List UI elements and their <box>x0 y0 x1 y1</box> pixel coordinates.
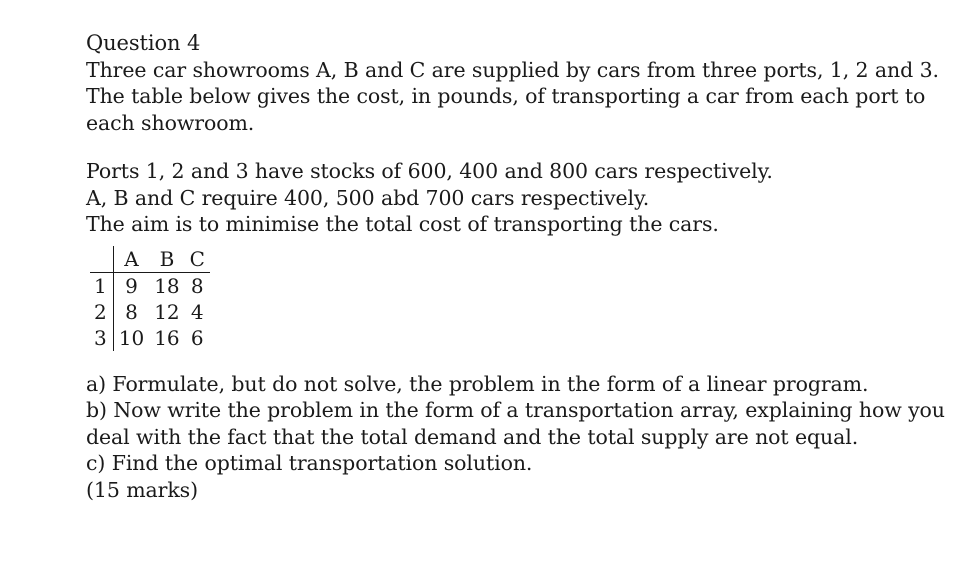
intro-paragraph <box>86 57 939 137</box>
paragraph-spacer <box>86 351 916 371</box>
constraint-line: The aim is to minimise the total cost of transporting the cars. <box>86 212 719 236</box>
part-a: a) Formulate, but do not solve, the problem in the form of a linear program. <box>86 371 869 396</box>
marks: (15 marks) <box>86 477 199 502</box>
cost-table-corner <box>90 246 113 273</box>
question-document <box>86 30 945 503</box>
part-b: b) Now write the problem in the form of a transportation array, explaining how you <box>86 398 945 422</box>
table-row <box>90 299 210 325</box>
table-row <box>90 272 210 299</box>
cost-table-header-row <box>90 246 210 273</box>
paragraph-spacer <box>86 136 916 158</box>
row-header-port-3: 3 <box>90 325 113 351</box>
column-header-b: B <box>149 246 184 273</box>
cost-cell: 16 <box>154 325 180 350</box>
cost-table <box>90 246 210 351</box>
row-header-port-2: 2 <box>90 299 113 325</box>
cost-cell: 10 <box>118 325 145 350</box>
part-c: c) Find the optimal transportation solution. <box>86 451 533 475</box>
intro-line: each showroom. <box>86 110 255 135</box>
cost-cell: 4 <box>190 299 204 324</box>
column-header-a: A <box>113 246 149 273</box>
cost-cell: 12 <box>154 299 180 324</box>
cost-cell: 8 <box>190 273 204 298</box>
part-b-continued: deal with the fact that the total demand and the total supply are not equal. <box>86 424 859 449</box>
intro-line: The table below gives the cost, in pounds, of transporting a car from each port to <box>86 84 926 108</box>
row-header-port-1: 1 <box>90 272 113 299</box>
cost-cell: 9 <box>125 273 138 298</box>
constraint-line: Ports 1, 2 and 3 have stocks of 600, 400 and 800 cars respectively. <box>86 159 773 183</box>
constraint-line: A, B and C require 400, 500 abd 700 cars respectively. <box>86 185 650 210</box>
cost-cell: 18 <box>154 273 180 298</box>
cost-cell: 6 <box>190 325 204 350</box>
question-parts <box>86 371 945 504</box>
question-title: Question 4 <box>86 31 201 55</box>
cost-cell: 8 <box>125 299 138 324</box>
table-row <box>90 325 210 351</box>
column-header-c: C <box>185 246 210 273</box>
constraints-paragraph <box>86 158 916 238</box>
intro-line: Three car showrooms A, B and C are supplied by cars from three ports, 1, 2 and 3. <box>86 57 939 82</box>
